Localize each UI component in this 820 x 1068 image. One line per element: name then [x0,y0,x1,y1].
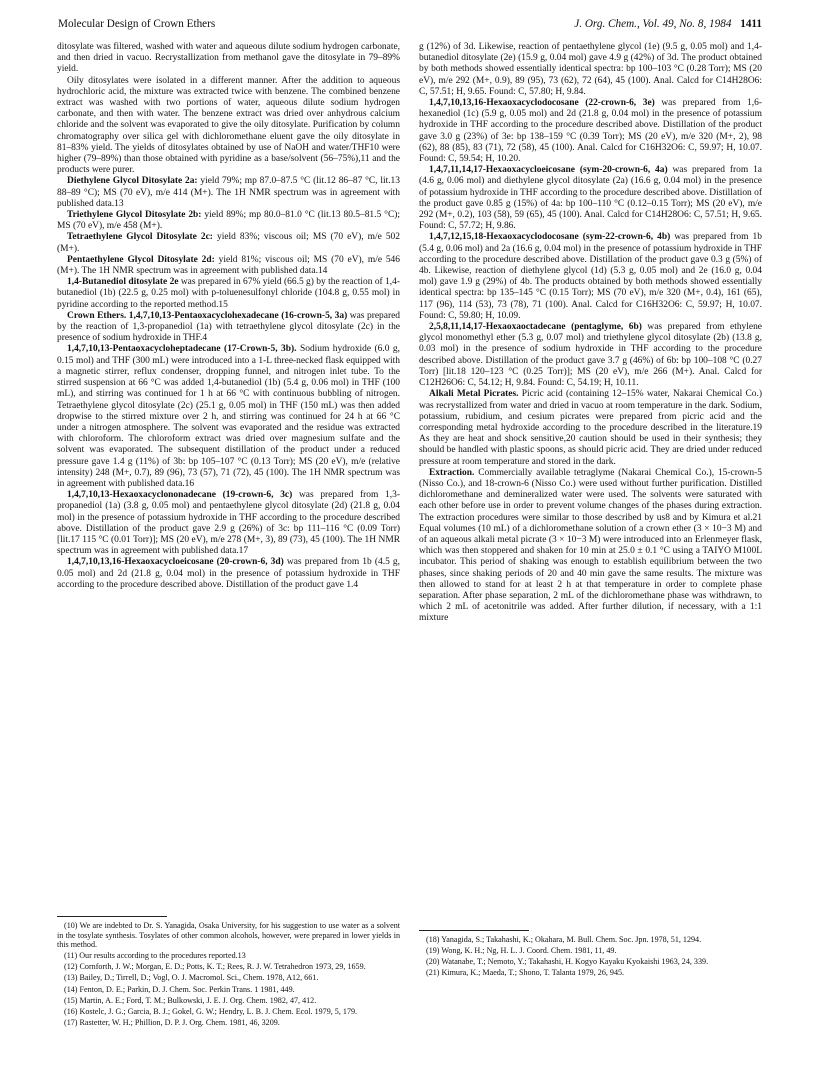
paragraph-text: Oily ditosylates were isolated in a different manner. After the addition to aqueous hydrochloric acid, the mixture was extracted twice with benzene. The combined benzene extract was washed with two portions of water, aqueous dilute sodium hydrogen carbonate, and then with water. The benzene extract was dried over anhydrous calcium chloride and the solvent was evaporated to give the oily ditosylate. Purification by column chromatography over silica gel with dichloromethane eluent gave the oily ditosylate in 81–83% yield. The yields of ditosylates obtained by use of NaOH and water/THF10 were higher (79–89%) than those obtained with pyridine as a base/solvent (56–75%),11 and the products were purer. [57,75,400,176]
paragraph-heading: 1,4,7,10,13,16-Hexaoxacycloeicosane (20-crown-6, 3d) [67,557,284,568]
paragraph-text: was prepared in 67% yield (66.5 g) by the reaction of 1,4-butanediol (1b) (22.5 g, 0.25 mol) with p-toluenesulfonyl chloride (104.8 g, 0.55 mol) in pyridine according to the reported method.15 [57,277,401,310]
footnote: (14) Fenton, D. E.; Parkin, D. J. Chem. Soc. Perkin Trans. 1 1981, 449. [64,984,295,994]
paragraph-text: Commercially available tetraglyme (Nakarai Chemical Co.), 15-crown-5 (Nisso Co.), and 18-crown-6 (Nisso Co.) were used without further purification. Distilled dichloromethane and demineralized water were used. The solvents were saturated with each other before use in order to prevent volume changes of the phases during extraction. The extraction procedures were similar to those described by us8 and by Kimura et al.21 Equal volumes (10 mL) of a dichloromethane solution of a crown ether (3 × 10−3 M) and of an aqueous alkali metal picrate (3 × 10−3 M) were introduced into an Erlenmeyer flask, which was then stoppered and shaken for 10 min at 25.0 ± 0.1 °C using a TAIYO M100L incubator. This period of shaking was enough to establish equilibrium between the two phases, since shaking periods of 20 and 40 min gave the same results. The mixture was then allowed to stand for at least 2 h at that temperature in order to complete phase separation. After phase separation, 2 mL of the dichloromethane phase was withdrawn, to which 2 mL of acetonitrile was added. After further dilution, if necessary, with a 1:1 mixture [419,467,762,624]
paragraph [419,232,762,322]
paragraph-heading: 1,4,7,11,14,17-Hexaoxacycloeicosane (sym-20-crown-6, 4a) [429,165,668,176]
footnote: (18) Yanagida, S.; Takahashi, K.; Okahara, M. Bull. Chem. Soc. Jpn. 1978, 51, 1294. [426,935,702,944]
paragraph [57,344,400,490]
paragraph [57,557,400,591]
paragraph [57,311,400,345]
paragraph-heading: 1,4,7,10,13-Pentaoxacycloheptadecane (17-Crown-5, 3b). [67,344,297,355]
paragraph-text: was prepared from 1b (5.4 g, 0.06 mol) and 2a (16.6 g, 0.04 mol) in the presence of potassium hydroxide in THF according to the procedure described above. Distillation of the product gave 0.3 g (5%) of 4b. Likewise, reaction of diethylene glycol (1d) (5.3 g, 0.05 mol) and 2e (16.0 g, 0.04 mol) gave 1.9 g (29%) of 4b. The products obtained by both methods showed essentially identical spectra: bp 135–145 °C (0.15 Torr); MS (70 eV), m/e 320 (M+, 0.4), 161 (65), 117 (96), 114 (53), 73 (78), 71 (100). Anal. Calcd for C16H32O6: C, 59.97; H, 10.07. Found: C, 59.80; H, 10.09. [419,232,762,321]
running-title: Molecular Design of Crown Ethers [58,18,216,30]
paragraph-heading: 1,4-Butanediol ditosylate 2e [67,277,179,288]
paragraph [57,42,400,76]
journal-name: J. Org. Chem., Vol. 49, No. 8, 1984 [574,18,732,30]
paragraph-text: Picric acid (containing 12–15% water, Nakarai Chemical Co.) was recrystallized from water and dried in vacuo at room temperature in the dark. Sodium, potassium, rubidium, and cesium picrates were prepared from picric acid and the corresponding metal hydroxide according to the procedure described in the literature.19 As they are heat and shock sensitive,20 caution should be used in their synthesis; they should be handled with plastic spoons, as should picric acid. They are dried under reduced pressure at room temperature and stored in the dark. [419,389,762,467]
footnote: (10) We are indebted to Dr. S. Yanagida, Osaka University, for his suggestion to use water as a solvent in the tosylate synthesis. Tosylates of other common alcohols, however, were prepared in lower yields in this method. [57,921,400,950]
paragraph-text: was prepared by the reaction of 1,3-propanediol (1a) with tetraethylene glycol ditosylate (2c) in the presence of sodium hydroxide in THF.4 [57,310,401,344]
footnote-rule [419,930,529,931]
paragraph-text: yield 81%; viscous oil; MS (70 eV), m/e 546 (M+). The 1H NMR spectrum was in agreement with published data.14 [57,254,400,277]
paragraph [419,389,762,467]
footnotes-left [57,916,400,1029]
paragraph [57,490,400,557]
paragraph-text: yield 83%; viscous oil; MS (70 eV), m/e 502 (M+). [57,232,400,254]
paragraph-heading: Alkali Metal Picrates. [429,389,519,400]
footnote-rule [57,916,167,917]
footnote: (21) Kimura, K.; Maeda, T.; Shono, T. Talanta 1979, 26, 945. [426,968,625,978]
paragraph-text: yield 89%; mp 80.0–81.0 °C (lit.13 80.5–81.5 °C); MS (70 eV), m/e 458 (M+). [57,210,401,232]
paragraph-heading: Diethylene Glycol Ditosylate 2a: [67,176,198,187]
paragraph-text: yield 79%; mp 87.0–87.5 °C (lit.12 86–87 °C, lit.13 88–89 °C); MS (70 eV), m/e 414 (M+). The 1H NMR spectrum was in agreement with published data.13 [57,176,400,209]
paragraph-text: was prepared from 1,3-propanediol (1a) (3.8 g, 0.05 mol) and pentaethylene glycol ditosylate (2d) (21.8 g, 0.04 mol) in the presence of potassium hydroxide in THF according to the procedure described above. Distillation of the product gave 2.9 g (26%) of 3c: bp 111–116 °C (0.09 Torr) [lit.17 115 °C (0.01 Torr)]; MS (20 eV), m/e 278 (M+, 3), 89 (73), 45 (100). The 1H NMR spectrum was in agreement with published data.17 [57,490,400,557]
footnote: (15) Martin, A. E.; Ford, T. M.; Bulkowski, J. E. J. Org. Chem. 1982, 47, 412. [64,995,317,1005]
paragraph-heading: Extraction. [429,467,475,478]
footnote: (12) Cornforth, J. W.; Morgan, E. D.; Potts, K. T.; Rees, R. J. W. Tetrahedron 1973, 29, 1659. [64,962,366,972]
paragraph [57,76,400,177]
paragraph-text: ditosylate was filtered, washed with water and aqueous dilute sodium hydrogen carbonate, and then dried in vacuo. Recrystallization from methanol gave the ditosylate in 79–89% yield. [57,42,400,75]
paragraph [419,165,762,232]
right-column [419,42,762,625]
paragraph-heading: 2,5,8,11,14,17-Hexaoxaoctadecane (pentaglyme, 6b) [429,322,642,333]
paragraph [57,176,400,210]
paragraph [57,255,400,277]
paragraph [419,98,762,165]
paragraph-heading: Tetraethylene Glycol Ditosylate 2c: [67,232,213,243]
left-column [57,42,400,591]
page-header [58,18,762,36]
footnote: (17) Rastetter, W. H.; Phillion, D. P. J. Org. Chem. 1981, 46, 3209. [64,1017,280,1027]
paragraph [57,232,400,254]
paragraph [419,468,762,625]
paragraph [57,210,400,232]
journal-citation [574,18,762,30]
footnote: (11) Our results according to the procedures reported.13 [64,951,246,961]
paragraph-heading: 1,4,7,10,13-Hexaoxacyclononadecane (19-crown-6, 3c) [67,490,293,501]
paragraph-text: g (12%) of 3d. Likewise, reaction of pentaethylene glycol (1e) (9.5 g, 0.05 mol) and 1,4-butanediol ditosylate (2e) (15.9 g, 0.04 mol) gave 4.9 g (42%) of 3d. The product obtained by both methods showed essentially identical spectra: bp 100–103 °C (0.28 Torr); MS (20 eV), m/e 292 (M+, 0.9), 89 (95), 73 (62), 72 (64), 45 (100). Anal. Calcd for C14H28O6: C, 57.51; H, 9.65. Found: C, 57.80; H, 9.84. [419,42,762,97]
footnote: (20) Watanabe, T.; Nemoto, Y.; Takahashi, H. Kogyo Kayaku Kyokaishi 1963, 24, 339. [426,957,709,967]
footnote: (16) Kostelc, J. G.; Garcia, B. J.; Gokel, G. W.; Hendry, L. B. J. Chem. Ecol. 1979, 5, 179. [64,1006,358,1016]
paragraph-heading: 1,4,7,12,15,18-Hexaoxacyclodocosane (sym-22-crown-6, 4b) [429,232,671,243]
paragraph-heading: 1,4,7,10,13,16-Hexaoxacyclodocosane (22-crown-6, 3e) [429,98,655,109]
paragraph-text: Sodium hydroxide (6.0 g, 0.15 mol) and THF (300 mL) were introduced into a 1-L three-necked flask equipped with a magnetic stirrer, reflux condenser, dropping funnel, and nitrogen inlet tube. To the stirred suspension at 66 °C was added 1,4-butanediol (1b) (5.4 g, 0.06 mol) in THF (100 mL), and stirring was continued for 1 h at 66 °C with continuous bubbling of nitrogen. Tetraethylene glycol ditosylate (2c) (25.1 g, 0.05 mol) in THF (150 mL) was then added dropwise to the stirred mixture over 2 h, and stirring was continued for 24 h at 66 °C under a nitrogen atmosphere. The solvent was evaporated and the residue was extracted with chloroform. The chloroform extract was dried over magnesium sulfate and the solvent was evaporated. The subsequent distillation of the product under a reduced pressure gave 1.4 g (11%) of 3b: bp 105–107 °C (0.13 Torr); MS (20 eV), m/e (relative intensity) 248 (M+, 0.7), 89 (96), 73 (57), 71 (72), 45 (100). The 1H NMR spectrum was in agreement with published data.16 [57,344,400,489]
page-number: 1411 [740,18,762,30]
paragraph-text: was prepared from ethylene glycol monomethyl ether (5.3 g, 0.07 mol) and triethylene glycol ditosylate (2b) (13.8 g, 0.03 mol) in the presence of sodium hydroxide in THF according to the procedure described above. Distillation of the product gave 3.7 g (46%) of 6b: bp 100–108 °C (0.27 Torr) [lit.18 120–123 °C (0.25 Torr)]; MS (20 eV), m/e 266 (M+). Anal. Calcd for C12H26O6: C, 54.12; H, 9.84. Found: C, 54.19; H, 10.11. [419,322,762,389]
paragraph-text: was prepared from 1a (4.6 g, 0.06 mol) and diethylene glycol ditosylate (2a) (16.6 g, 0.04 mol) in the presence of potassium hydroxide in THF according to the procedure described above. Distillation of the product gave 0.85 g (15%) of 4a: bp 100–110 °C (0.12–0.15 Torr); MS (20 eV), m/e 292 (M+, 0.2), 103 (58), 59 (65), 45 (100). Anal. Calcd for C14H28O6: C, 57.51; H, 9.65. Found: C, 57.72; H, 9.86. [419,165,762,232]
paragraph-heading: Triethylene Glycol Ditosylate 2b: [67,210,202,221]
footnote: (19) Wong, K. H.; Ng, H. L. J. Coord. Chem. 1981, 11, 49. [426,946,617,956]
paragraph-text: was prepared from 1b (4.5 g, 0.05 mol) and 2d (21.8 g, 0.04 mol) in the presence of potassium hydroxide in THF according to the procedure described above. Distillation of the product gave 1.4 [57,557,400,590]
paragraph [419,42,762,98]
paragraph-heading: Pentaethylene Glycol Ditosylate 2d: [67,254,215,265]
paragraph [419,322,762,389]
paragraph-heading: Crown Ethers. 1,4,7,10,13-Pentaoxacyclohexadecane (16-crown-5, 3a) [67,310,348,321]
paragraph [57,277,400,311]
footnotes-right [419,930,762,979]
footnote: (13) Bailey, D.; Tirrell, D.; Vogl, O. J. Macromol. Sci., Chem. 1978, A12, 661. [64,973,319,983]
paragraph-text: was prepared from 1,6-hexanediol (1c) (5.9 g, 0.05 mol) and 2d (21.8 g, 0.04 mol) in the presence of potassium hydroxide in THF according to the procedure described above. Distillation of the product gave 3.0 g (23%) of 3e: bp 138–159 °C (0.39 Torr); MS (20 eV), m/e 320 (M+, 2), 98 (62), 88 (85), 83 (71), 72 (58), 45 (100). Anal. Calcd for C16H32O6: C, 59.97; H, 10.07. Found: C, 59.54; H, 10.20. [419,98,762,165]
